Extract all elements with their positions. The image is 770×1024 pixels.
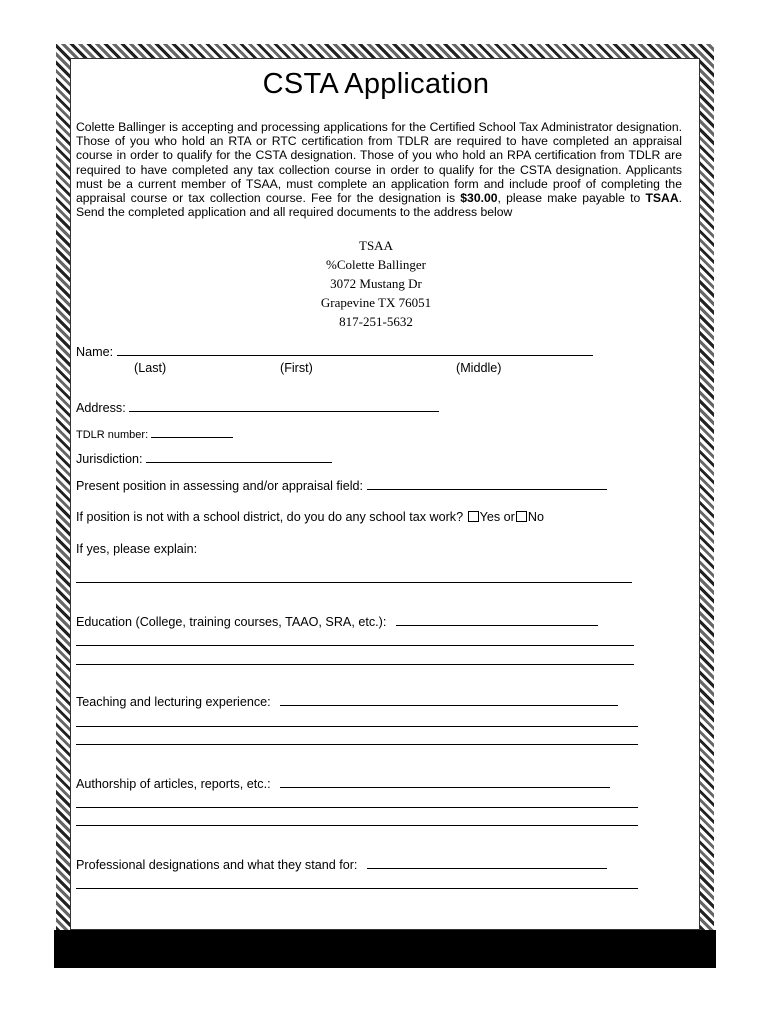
school-tax-row <box>76 510 544 524</box>
address-line-4: Grapevine TX 76051 <box>320 295 432 310</box>
authorship-row <box>76 776 610 791</box>
tdlr-label: TDLR number: <box>76 429 149 441</box>
education-row <box>76 614 598 629</box>
teaching-input-line-1[interactable] <box>280 694 618 706</box>
designations-row <box>76 857 607 872</box>
authorship-input-line-1[interactable] <box>280 776 610 788</box>
school-tax-question: If position is not with a school district, do you do any school tax work? <box>76 510 464 524</box>
name-last-caption: (Last) <box>134 361 167 375</box>
present-position-row <box>76 478 607 493</box>
address-label: Address: <box>76 401 126 415</box>
teaching-input-line-2[interactable] <box>76 726 638 727</box>
tdlr-row <box>76 426 233 441</box>
designations-label: Professional designations and what they stand for: <box>76 858 358 872</box>
name-label: Name: <box>76 345 114 359</box>
authorship-input-line-2[interactable] <box>76 807 638 808</box>
address-line-1: TSAA <box>359 238 393 253</box>
address-line-3: 3072 Mustang Dr <box>330 276 422 291</box>
address-line-2: %Colette Ballinger <box>325 257 426 272</box>
payee-name: TSAA <box>645 191 679 206</box>
fee-amount: $30.00 <box>460 191 498 206</box>
name-first-caption: (First) <box>280 361 313 375</box>
education-input-line-2[interactable] <box>76 645 634 646</box>
present-position-input-line[interactable] <box>367 478 607 490</box>
intro-paragraph: Colette Ballinger is accepting and processing applications for the Certified School Tax Administrator designation. Those of you who hold an RTA or RTC certification from TDLR are required to have completed an appraisal course in order to qualify for the CSTA designation. Those of you who hold an RPA certification from TDLR are required to have completed any tax collection course in order to qualify for the CSTA designation. Applicants must be a current member of TSAA, must complete an application form and include proof of completing the appraisal course or tax collection course. Fee for the designation is $30.00, please make payable to TSAA. Send the completed application and all required documents to the address below <box>76 120 683 220</box>
designations-input-line-1[interactable] <box>367 857 607 869</box>
tdlr-input-line[interactable] <box>151 426 233 438</box>
jurisdiction-input-line[interactable] <box>146 451 332 463</box>
no-label: No <box>527 510 544 524</box>
teaching-row <box>76 694 618 709</box>
explain-label: If yes, please explain: <box>76 542 198 556</box>
teaching-label: Teaching and lecturing experience: <box>76 695 271 709</box>
footer-bar <box>54 930 716 968</box>
address-line-5: 817-251-5632 <box>339 314 413 329</box>
address-row <box>76 400 439 415</box>
education-input-line-3[interactable] <box>76 664 634 665</box>
page-title: CSTA Application <box>262 68 490 100</box>
designations-input-line-2[interactable] <box>76 888 638 889</box>
authorship-label: Authorship of articles, reports, etc.: <box>76 777 271 791</box>
jurisdiction-row <box>76 451 332 466</box>
jurisdiction-label: Jurisdiction: <box>76 452 143 466</box>
name-row <box>76 344 593 359</box>
explain-input-line[interactable] <box>76 582 632 583</box>
name-input-line[interactable] <box>117 344 593 356</box>
education-input-line-1[interactable] <box>396 614 598 626</box>
yes-checkbox[interactable] <box>468 511 479 522</box>
address-input-line[interactable] <box>129 400 439 412</box>
teaching-input-line-3[interactable] <box>76 744 638 745</box>
education-label: Education (College, training courses, TAAO, SRA, etc.): <box>76 615 387 629</box>
authorship-input-line-3[interactable] <box>76 825 638 826</box>
yes-label: Yes or <box>479 510 515 524</box>
name-middle-caption: (Middle) <box>456 361 502 375</box>
no-checkbox[interactable] <box>516 511 527 522</box>
present-position-label: Present position in assessing and/or appraisal field: <box>76 479 364 493</box>
